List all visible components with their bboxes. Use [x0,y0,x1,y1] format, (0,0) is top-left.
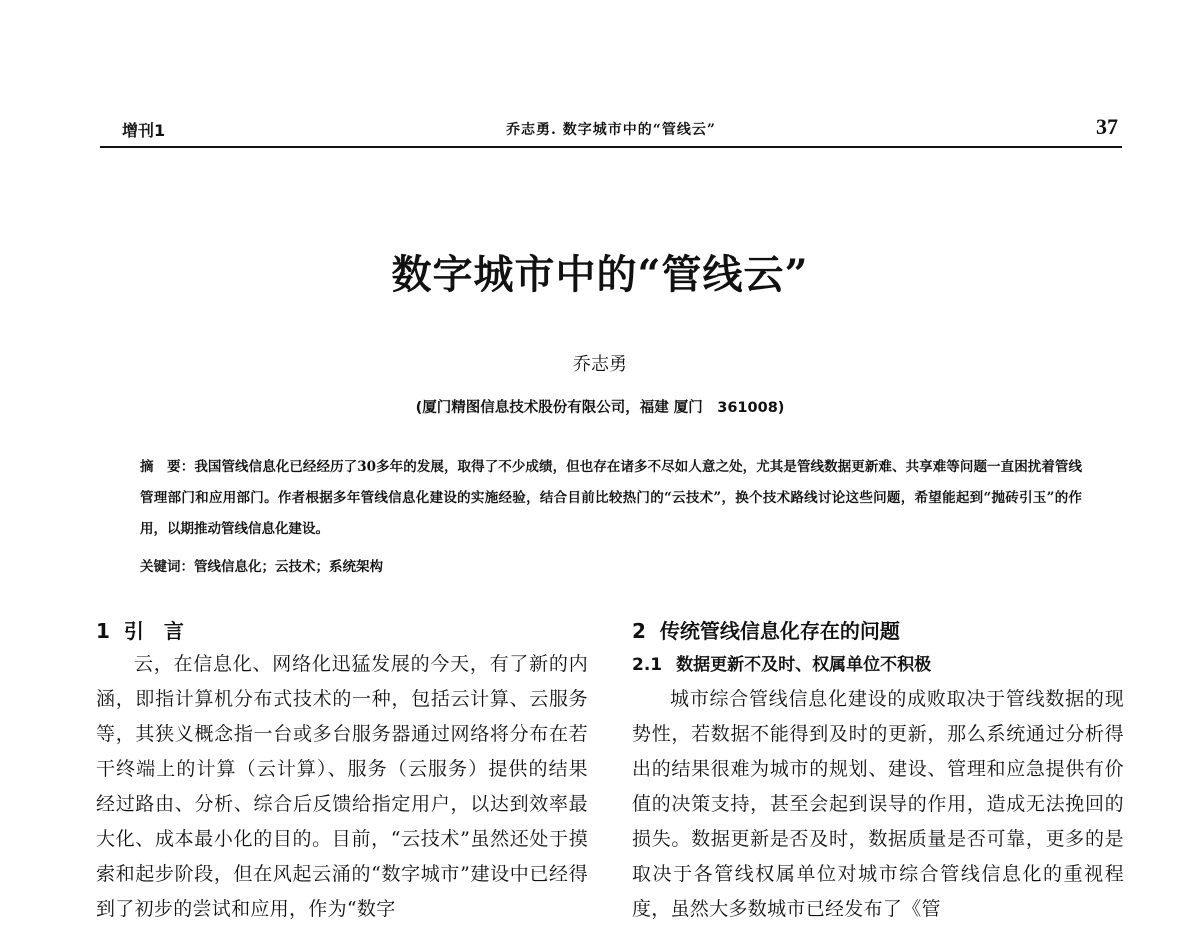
keywords-label: 关键词： [140,559,194,575]
subsection-2-1-heading [632,647,1124,682]
right-column [632,612,1124,927]
abstract-text: 我国管线信息化已经经历了30多年的发展，取得了不少成绩，但也存在诸多不尽如人意之处，尤其是管线数据更新难、共享难等问题一直困扰着管线管理部门和应用部门。作者根据多年管线信息化建设的实施经验，结合目前比较热门的“云技术”，换个技术路线讨论这些问题，希望能起到“抛砖引玉”的作用，以期推动管线信息化建设。 [140,459,1082,537]
abstract-paragraph [140,452,1082,545]
left-column [96,612,588,927]
section-2-heading [632,612,1124,647]
section-1-number: 1 [96,619,110,643]
abstract-label: 摘 要： [140,459,195,475]
running-title: 乔志勇. 数字城市中的“管线云” [506,122,716,138]
section-1-title: 引 言 [123,619,184,643]
section-2-number: 2 [632,619,646,643]
author: 乔志勇 [573,354,627,375]
keywords [140,555,383,575]
section-2-title: 传统管线信息化存在的问题 [659,619,900,643]
abstract [140,452,1082,545]
section-1-heading [96,612,588,647]
journal-issue: 增刊1 [122,121,166,140]
section-2-paragraph: 城市综合管线信息化建设的成败取决于管线数据的现势性，若数据不能得到及时的更新，那么系统通过分析得出的结果很难为城市的规划、建设、管理和应急提供有价值的决策支持，甚至会起到误导的作用，造成无法挽回的损失。数据更新是否及时，数据质量是否可靠，更多的是取决于各管线权属单位对城市综合管线信息化的重视程度，虽然大多数城市已经发布了《管 [632,688,1124,920]
page-number: 37 [1096,114,1118,139]
article-title: 数字城市中的“管线云” [391,251,809,298]
subsection-2-1-number: 2.1 [632,655,663,675]
keywords-text: 管线信息化；云技术；系统架构 [194,559,383,575]
section-1-paragraph: 云，在信息化、网络化迅猛发展的今天，有了新的内涵，即指计算机分布式技术的一种，包括云计算、云服务等，其狭义概念指一台或多台服务器通过网络将分布在若干终端上的计算（云计算）、服务（云服务）提供的结果经过路由、分析、综合后反馈给指定用户，以达到效率最大化、成本最小化的目的。目前，“云技术”虽然还处于摸索和起步阶段，但在风起云涌的“数字城市”建设中已经得到了初步的尝试和应用，作为“数字 [96,653,588,920]
running-header [100,112,1122,148]
affiliation: (厦门精图信息技术股份有限公司，福建 厦门 361008) [415,400,785,416]
subsection-2-1-title: 数据更新不及时、权属单位不积极 [676,655,932,675]
